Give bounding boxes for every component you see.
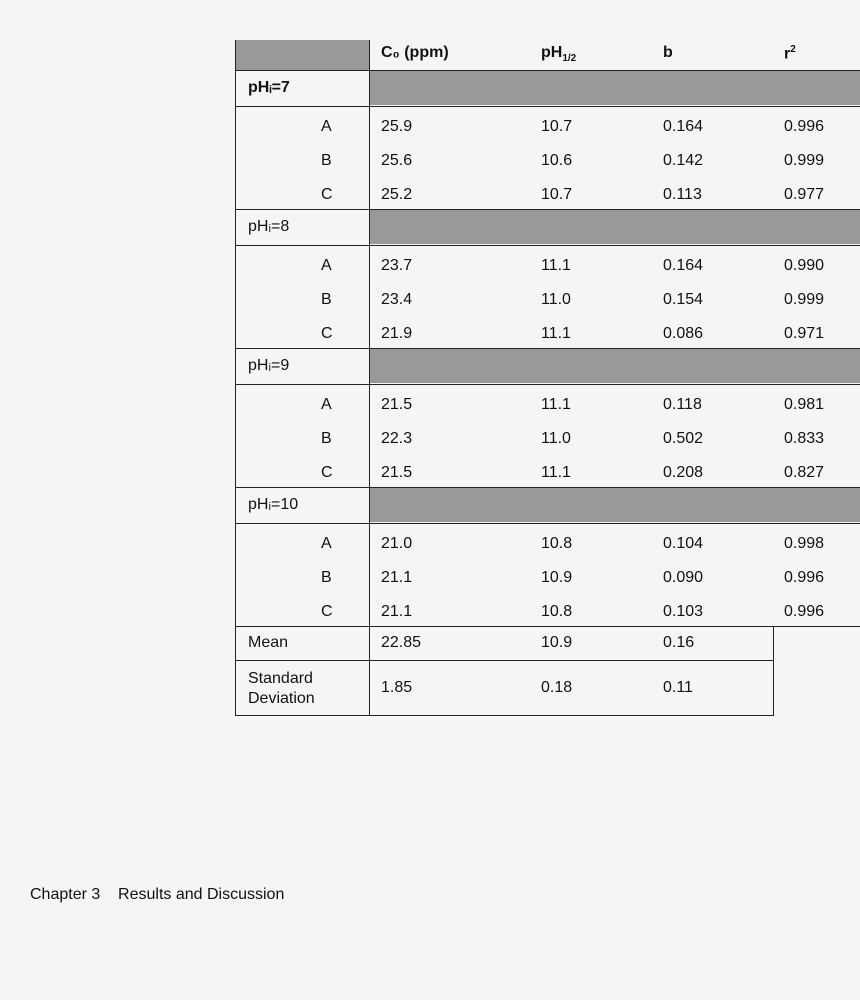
header-ph-base: pH: [541, 44, 563, 61]
std-ph-half: 0.18: [541, 679, 573, 696]
cell-c0: 25.6: [381, 152, 413, 169]
header-r-sup: 2: [790, 44, 796, 55]
header-ph-sub: 1/2: [562, 53, 577, 65]
group-shade-3: [370, 488, 860, 522]
cell-c0: 21.0: [381, 535, 413, 552]
cell-ph-half: 11.0: [541, 430, 571, 447]
cell-b: 0.086: [663, 325, 704, 342]
header-r-squared: [784, 44, 796, 63]
cell-ph-half: 10.7: [541, 186, 573, 203]
table-left-border: [235, 40, 236, 716]
mean-c0: 22.85: [381, 634, 422, 651]
sample-label: A: [321, 118, 332, 135]
cell-ph-half: 11.0: [541, 291, 571, 308]
group-bottom-rule: [235, 626, 860, 627]
results-table: [235, 40, 860, 716]
cell-ph-half: 10.6: [541, 152, 573, 169]
cell-r-squared: 0.999: [784, 152, 825, 169]
mean-ph-half: 10.9: [541, 634, 573, 651]
cell-ph-half: 11.1: [541, 464, 571, 481]
cell-c0: 23.4: [381, 291, 413, 308]
std-b: 0.11: [663, 679, 693, 696]
sample-label: B: [321, 152, 332, 169]
cell-ph-half: 10.8: [541, 603, 573, 620]
cell-r-squared: 0.990: [784, 257, 825, 274]
cell-c0: 22.3: [381, 430, 413, 447]
cell-r-squared: 0.996: [784, 603, 825, 620]
std-label-line1: Standard: [248, 670, 313, 687]
cell-r-squared: 0.999: [784, 291, 825, 308]
cell-b: 0.103: [663, 603, 704, 620]
header-ph-half: [541, 44, 576, 64]
group-label: pHᵢ=10: [248, 496, 299, 513]
sample-label: A: [321, 257, 332, 274]
cell-r-squared: 0.996: [784, 569, 825, 586]
sample-label: B: [321, 569, 332, 586]
cell-b: 0.142: [663, 152, 704, 169]
group-rule: [235, 106, 860, 107]
cell-b: 0.208: [663, 464, 704, 481]
cell-ph-half: 11.1: [541, 325, 571, 342]
chapter-title: Results and Discussion: [118, 886, 285, 903]
group-rule: [235, 245, 860, 246]
cell-ph-half: 10.9: [541, 569, 573, 586]
group-shade-1: [370, 210, 860, 244]
header-r-base: r: [784, 45, 791, 63]
cell-c0: 21.9: [381, 325, 413, 342]
column-divider: [369, 40, 370, 716]
cell-ph-half: 10.8: [541, 535, 573, 552]
sample-label: C: [321, 186, 333, 203]
cell-b: 0.154: [663, 291, 704, 308]
cell-b: 0.118: [663, 396, 702, 413]
std-label-line2: Deviation: [248, 690, 315, 707]
mean-b: 0.16: [663, 634, 695, 651]
sample-label: C: [321, 464, 333, 481]
mean-bottom-rule: [235, 660, 774, 661]
cell-b: 0.113: [663, 186, 702, 203]
sample-label: B: [321, 291, 332, 308]
cell-b: 0.164: [663, 118, 704, 135]
cell-r-squared: 0.971: [784, 325, 825, 342]
page-footer: [30, 886, 284, 904]
cell-b: 0.104: [663, 535, 704, 552]
group-shade-0: [370, 71, 860, 105]
cell-r-squared: 0.981: [784, 396, 825, 413]
sample-label: C: [321, 603, 333, 620]
cell-c0: 23.7: [381, 257, 413, 274]
sample-label: A: [321, 535, 332, 552]
summary-right-border: [773, 626, 774, 716]
cell-c0: 25.2: [381, 186, 413, 203]
group-rule: [235, 384, 860, 385]
group-shade-2: [370, 349, 860, 383]
cell-b: 0.090: [663, 569, 704, 586]
cell-r-squared: 0.998: [784, 535, 825, 552]
cell-c0: 25.9: [381, 118, 413, 135]
cell-c0: 21.1: [381, 603, 413, 620]
cell-r-squared: 0.977: [784, 186, 825, 203]
std-c0: 1.85: [381, 679, 413, 696]
group-label: pHᵢ=9: [248, 357, 290, 374]
mean-label: Mean: [248, 634, 289, 651]
cell-ph-half: 10.7: [541, 118, 573, 135]
cell-b: 0.164: [663, 257, 704, 274]
cell-ph-half: 11.1: [541, 257, 571, 274]
group-label: pHᵢ=7: [248, 79, 290, 96]
cell-c0: 21.1: [381, 569, 413, 586]
cell-c0: 21.5: [381, 464, 413, 481]
cell-ph-half: 11.1: [541, 396, 571, 413]
sample-label: C: [321, 325, 333, 342]
header-corner-shade: [235, 40, 369, 70]
sample-label: A: [321, 396, 332, 413]
chapter-number: Chapter 3: [30, 886, 101, 903]
cell-r-squared: 0.996: [784, 118, 825, 135]
table-bottom-rule: [235, 715, 774, 716]
group-label: pHᵢ=8: [248, 218, 290, 235]
cell-b: 0.502: [663, 430, 704, 447]
sample-label: B: [321, 430, 332, 447]
std-label: [248, 669, 315, 709]
group-rule: [235, 523, 860, 524]
header-b: b: [663, 44, 673, 61]
cell-c0: 21.5: [381, 396, 413, 413]
header-c0: C₀ (ppm): [381, 44, 449, 61]
cell-r-squared: 0.827: [784, 464, 825, 481]
cell-r-squared: 0.833: [784, 430, 825, 447]
